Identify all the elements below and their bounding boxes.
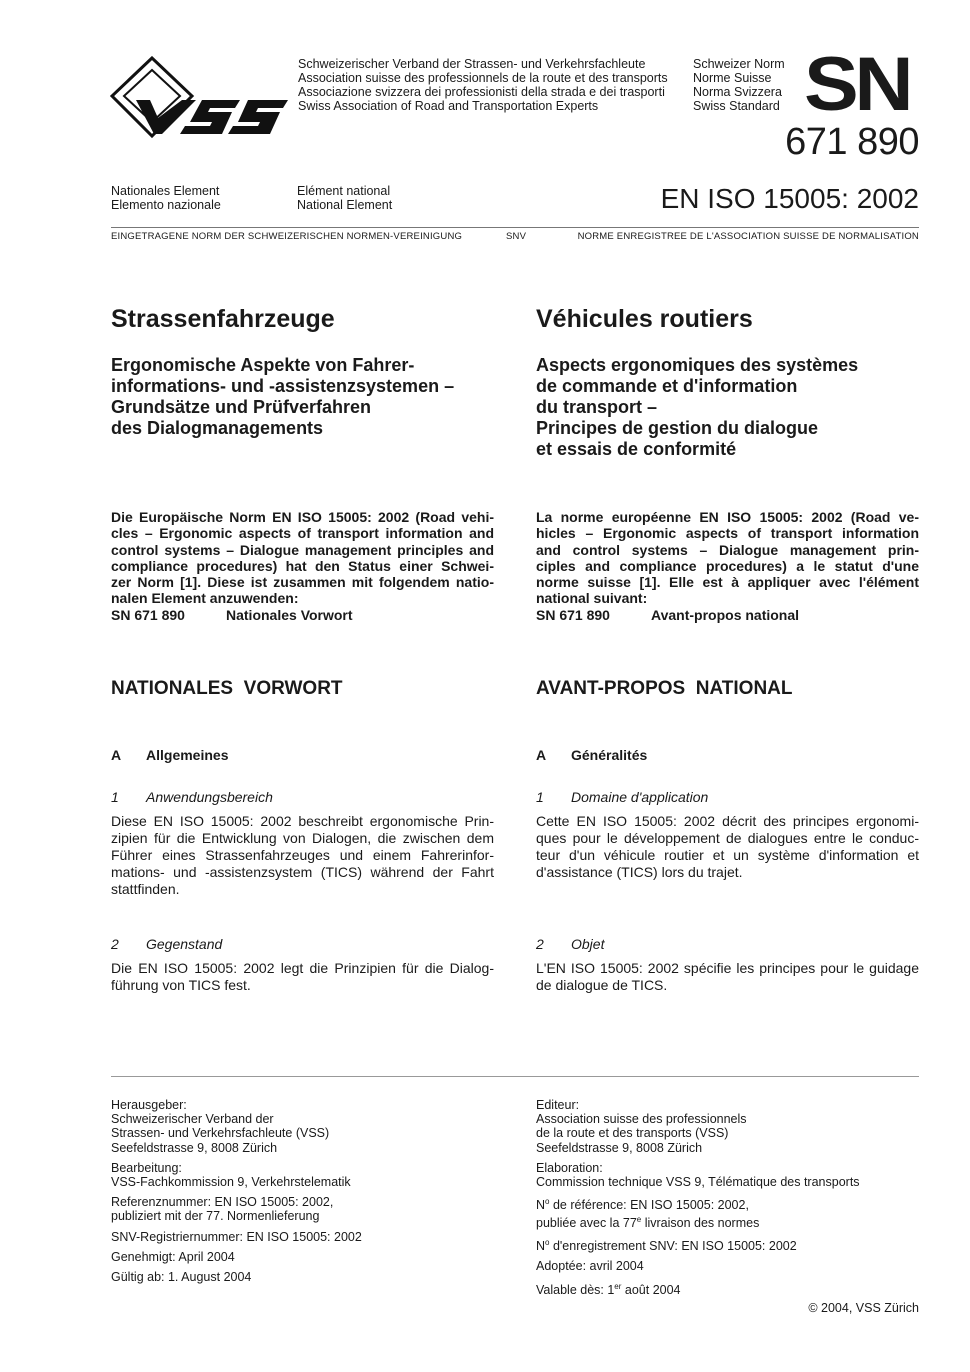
intro-de-line: Die Europäische Norm EN ISO 15005: 2002 (Road vehi- [111,509,494,525]
intro-fr-ref-label: Avant-propos national [651,606,800,623]
footer-reference: Referenznummer: EN ISO 15005: 2002, [111,1195,334,1210]
header-divider [111,227,919,228]
footer-publisher-line: Schweizerischer Verband der [111,1112,274,1127]
footer-valid-from [536,1280,919,1297]
intro-fr-reference [536,607,919,623]
intro-de-line: compliance procedures) hat den Status einer Schwei- [111,557,494,574]
registry-left: EINGETRAGENE NORM DER SCHWEIZERISCHEN NORMEN-VEREINIGUNG [111,231,463,242]
norm-label-it: Norma Svizzera [693,85,782,99]
subsection-a-de [111,747,494,763]
item1-text-de [111,813,494,898]
footer-snv-prefix: N [536,1239,546,1254]
subtitle-fr [536,355,919,460]
item1-heading-de [111,789,494,805]
intro-fr-ref-code: SN 671 890 [536,606,610,623]
footer-fr [536,1098,919,1297]
registry-center: SNV [506,231,527,242]
item-number: 2 [536,936,544,952]
footer-ref-prefix: N [536,1198,546,1213]
footer-snv-number [536,1236,919,1253]
footer-publisher-label: Editeur: [536,1098,580,1112]
element-type-right [297,184,392,212]
footer-publisher-label: Herausgeber: [111,1098,187,1112]
association-fr: Association suisse des professionnels de la route et des transports [298,71,668,85]
norm-label-en: Swiss Standard [693,99,780,113]
intro-fr-line: and control systems – Dialogue management prin- [536,541,919,558]
sn-logo [804,42,910,127]
element-type-fr: Elément national [297,184,391,198]
footer-valid-rest: août 2004 [621,1282,681,1297]
item-number: 2 [111,936,119,952]
section-heading-fr: AVANT-PROPOS NATIONAL [536,678,793,699]
copyright: © 2004, VSS Zürich [808,1301,919,1315]
paragraph-line: stattfinden. [111,881,180,897]
footer-reference [536,1195,919,1212]
intro-de-line: cles – Ergonomic aspects of transport information and [111,525,494,542]
association-en: Swiss Association of Road and Transportation Experts [298,99,599,113]
element-type-it: Elemento nazionale [111,198,221,212]
subtitle-de [111,355,494,439]
footer-snv-sup: o [545,1237,550,1247]
intro-fr-line: ciples and compliance procedures) a le statut d'une [536,557,919,574]
footer-snv-number: SNV-Registriernummer: EN ISO 15005: 2002 [111,1229,362,1244]
paragraph-line: teur d'un véhicule routier et un système d'information et [536,847,919,863]
item2-text-fr [536,960,919,994]
footer-editing-value: Commission technique VSS 9, Télématique des transports [536,1175,860,1190]
item-title: Anwendungsbereich [146,789,273,805]
paragraph-line: ques pour le développement de dialogues entre le conduc- [536,830,919,846]
footer-publisher-line: Association suisse des professionnels [536,1112,747,1127]
intro-fr-line: norme suisse [1]. Elle est à appliquer avec l'élément [536,574,919,591]
item-title: Gegenstand [146,936,223,952]
intro-fr-line: hicles – Ergonomic aspects of transport information [536,525,919,542]
footer-publisher-line: Strassen- und Verkehrsfachleute (VSS) [111,1126,330,1141]
subsection-title: Généralités [571,747,648,763]
intro-de [111,509,494,623]
iso-reference: EN ISO 15005: 2002 [660,183,919,214]
paragraph-line: Cette EN ISO 15005: 2002 décrit des principes ergonomi- [536,813,919,829]
paragraph-line: L'EN ISO 15005: 2002 spécifie les principes pour le guidage [536,960,919,976]
item-title: Domaine d'application [571,789,709,805]
paragraph-line: Die EN ISO 15005: 2002 legt die Prinzipien für die Dialog- [111,960,494,976]
item2-heading-fr [536,936,919,952]
subsection-a-fr [536,747,919,763]
paragraph-line: zipien für die Entwicklung von Dialogen, die zwischen dem [111,830,494,846]
association-de: Schweizerischer Verband der Strassen- und Verkehrsfachleute [298,57,646,71]
section-heading-de: NATIONALES VORWORT [111,678,343,699]
sn-logo-text: SN [804,42,910,127]
intro-de-ref-code: SN 671 890 [111,606,185,623]
intro-de-line: nalen Element anzuwenden: [111,590,299,607]
item-number: 1 [536,789,544,805]
item1-text-fr [536,813,919,881]
norm-number: 671 890 [785,121,919,163]
title-fr: Véhicules routiers [536,305,753,333]
paragraph-line: mations- und -assistenzsystem (TICS) während der Fahrt [111,864,494,880]
subsection-title: Allgemeines [146,747,229,763]
registry-right: NORME ENREGISTREE DE L'ASSOCIATION SUISSE DE NORMALISATION [577,231,919,242]
association-names [298,57,668,113]
subsection-letter: A [111,747,122,763]
subtitle-fr-line: de commande et d'information [536,376,798,396]
intro-de-ref-label: Nationales Vorwort [226,606,353,623]
subsection-letter: A [536,747,547,763]
intro-fr-line: La norme européenne EN ISO 15005: 2002 (Road ve- [536,509,919,525]
norm-labels [693,57,785,113]
item1-heading-fr [536,789,919,805]
footer-reference: publiziert mit der 77. Normenlieferung [111,1209,320,1224]
footer-de [111,1098,494,1284]
element-type-left [111,184,221,212]
element-type-de: Nationales Element [111,184,220,198]
subtitle-fr-line: Aspects ergonomiques des systèmes [536,355,859,375]
subtitle-de-line: informations- und -assistenzsystemen – [111,376,455,396]
footer-editing-value: VSS-Fachkommission 9, Verkehrstelematik [111,1175,351,1190]
item2-heading-de [111,936,494,952]
footer-divider [111,1076,919,1077]
footer-valid-from: Gültig ab: 1. August 2004 [111,1270,252,1285]
footer-valid-prefix: Valable dès: 1 [536,1282,615,1297]
item-number: 1 [111,789,119,805]
vss-logo [110,56,290,140]
footer-ref2-prefix: publiée avec la 77 [536,1215,637,1230]
footer-approved: Genehmigt: April 2004 [111,1249,235,1264]
element-type-en: National Element [297,198,393,212]
title-de: Strassenfahrzeuge [111,305,335,333]
subtitle-fr-line: Principes de gestion du dialogue [536,418,819,438]
footer-reference [536,1213,919,1230]
intro-de-line: zer Norm [1]. Diese ist zusammen mit folgendem natio- [111,574,494,591]
footer-ref-sup: o [545,1197,550,1207]
footer-editing-label: Elaboration: [536,1160,603,1175]
subtitle-fr-line: du transport – [536,397,658,417]
footer-ref-rest: de référence: EN ISO 15005: 2002, [549,1198,749,1213]
footer-publisher-address: Seefeldstrasse 9, 8008 Zürich [111,1140,278,1155]
association-it: Associazione svizzera dei professionisti della strada e dei trasporti [298,85,665,99]
intro-de-line: control systems – Dialogue management principles and [111,541,494,558]
footer-approved: Adoptée: avril 2004 [536,1259,644,1274]
footer-publisher-address: Seefeldstrasse 9, 8008 Zürich [536,1140,703,1155]
item-title: Objet [571,936,605,952]
footer-valid-sup: er [614,1281,622,1291]
intro-de-reference [111,607,494,623]
subtitle-de-line: Ergonomische Aspekte von Fahrer- [111,355,415,375]
paragraph-line: d'assistance (TICS) lors du trajet. [536,864,743,880]
intro-fr-line: national suivant: [536,590,648,607]
item2-text-de [111,960,494,994]
subtitle-fr-line: et essais de conformité [536,439,737,459]
footer-snv-rest: d'enregistrement SNV: EN ISO 15005: 2002 [549,1239,797,1254]
intro-fr [536,509,919,623]
footer-ref2-rest: livraison des normes [641,1215,760,1230]
footer-ref2-sup: e [636,1214,642,1224]
paragraph-line: Diese EN ISO 15005: 2002 beschreibt ergonomische Prin- [111,813,494,829]
subtitle-de-line: des Dialogmanagements [111,418,324,438]
paragraph-line: Führer eines Strassenfahrzeuges und einem Fahrerinfor- [111,847,494,863]
norm-label-fr: Norme Suisse [693,71,772,85]
subtitle-de-line: Grundsätze und Prüfverfahren [111,397,372,417]
footer-editing-label: Bearbeitung: [111,1160,182,1175]
footer-publisher-line: de la route et des transports (VSS) [536,1126,729,1141]
paragraph-line: de dialogue de TICS. [536,977,668,993]
norm-label-de: Schweizer Norm [693,57,785,71]
paragraph-line: führung von TICS fest. [111,977,251,993]
